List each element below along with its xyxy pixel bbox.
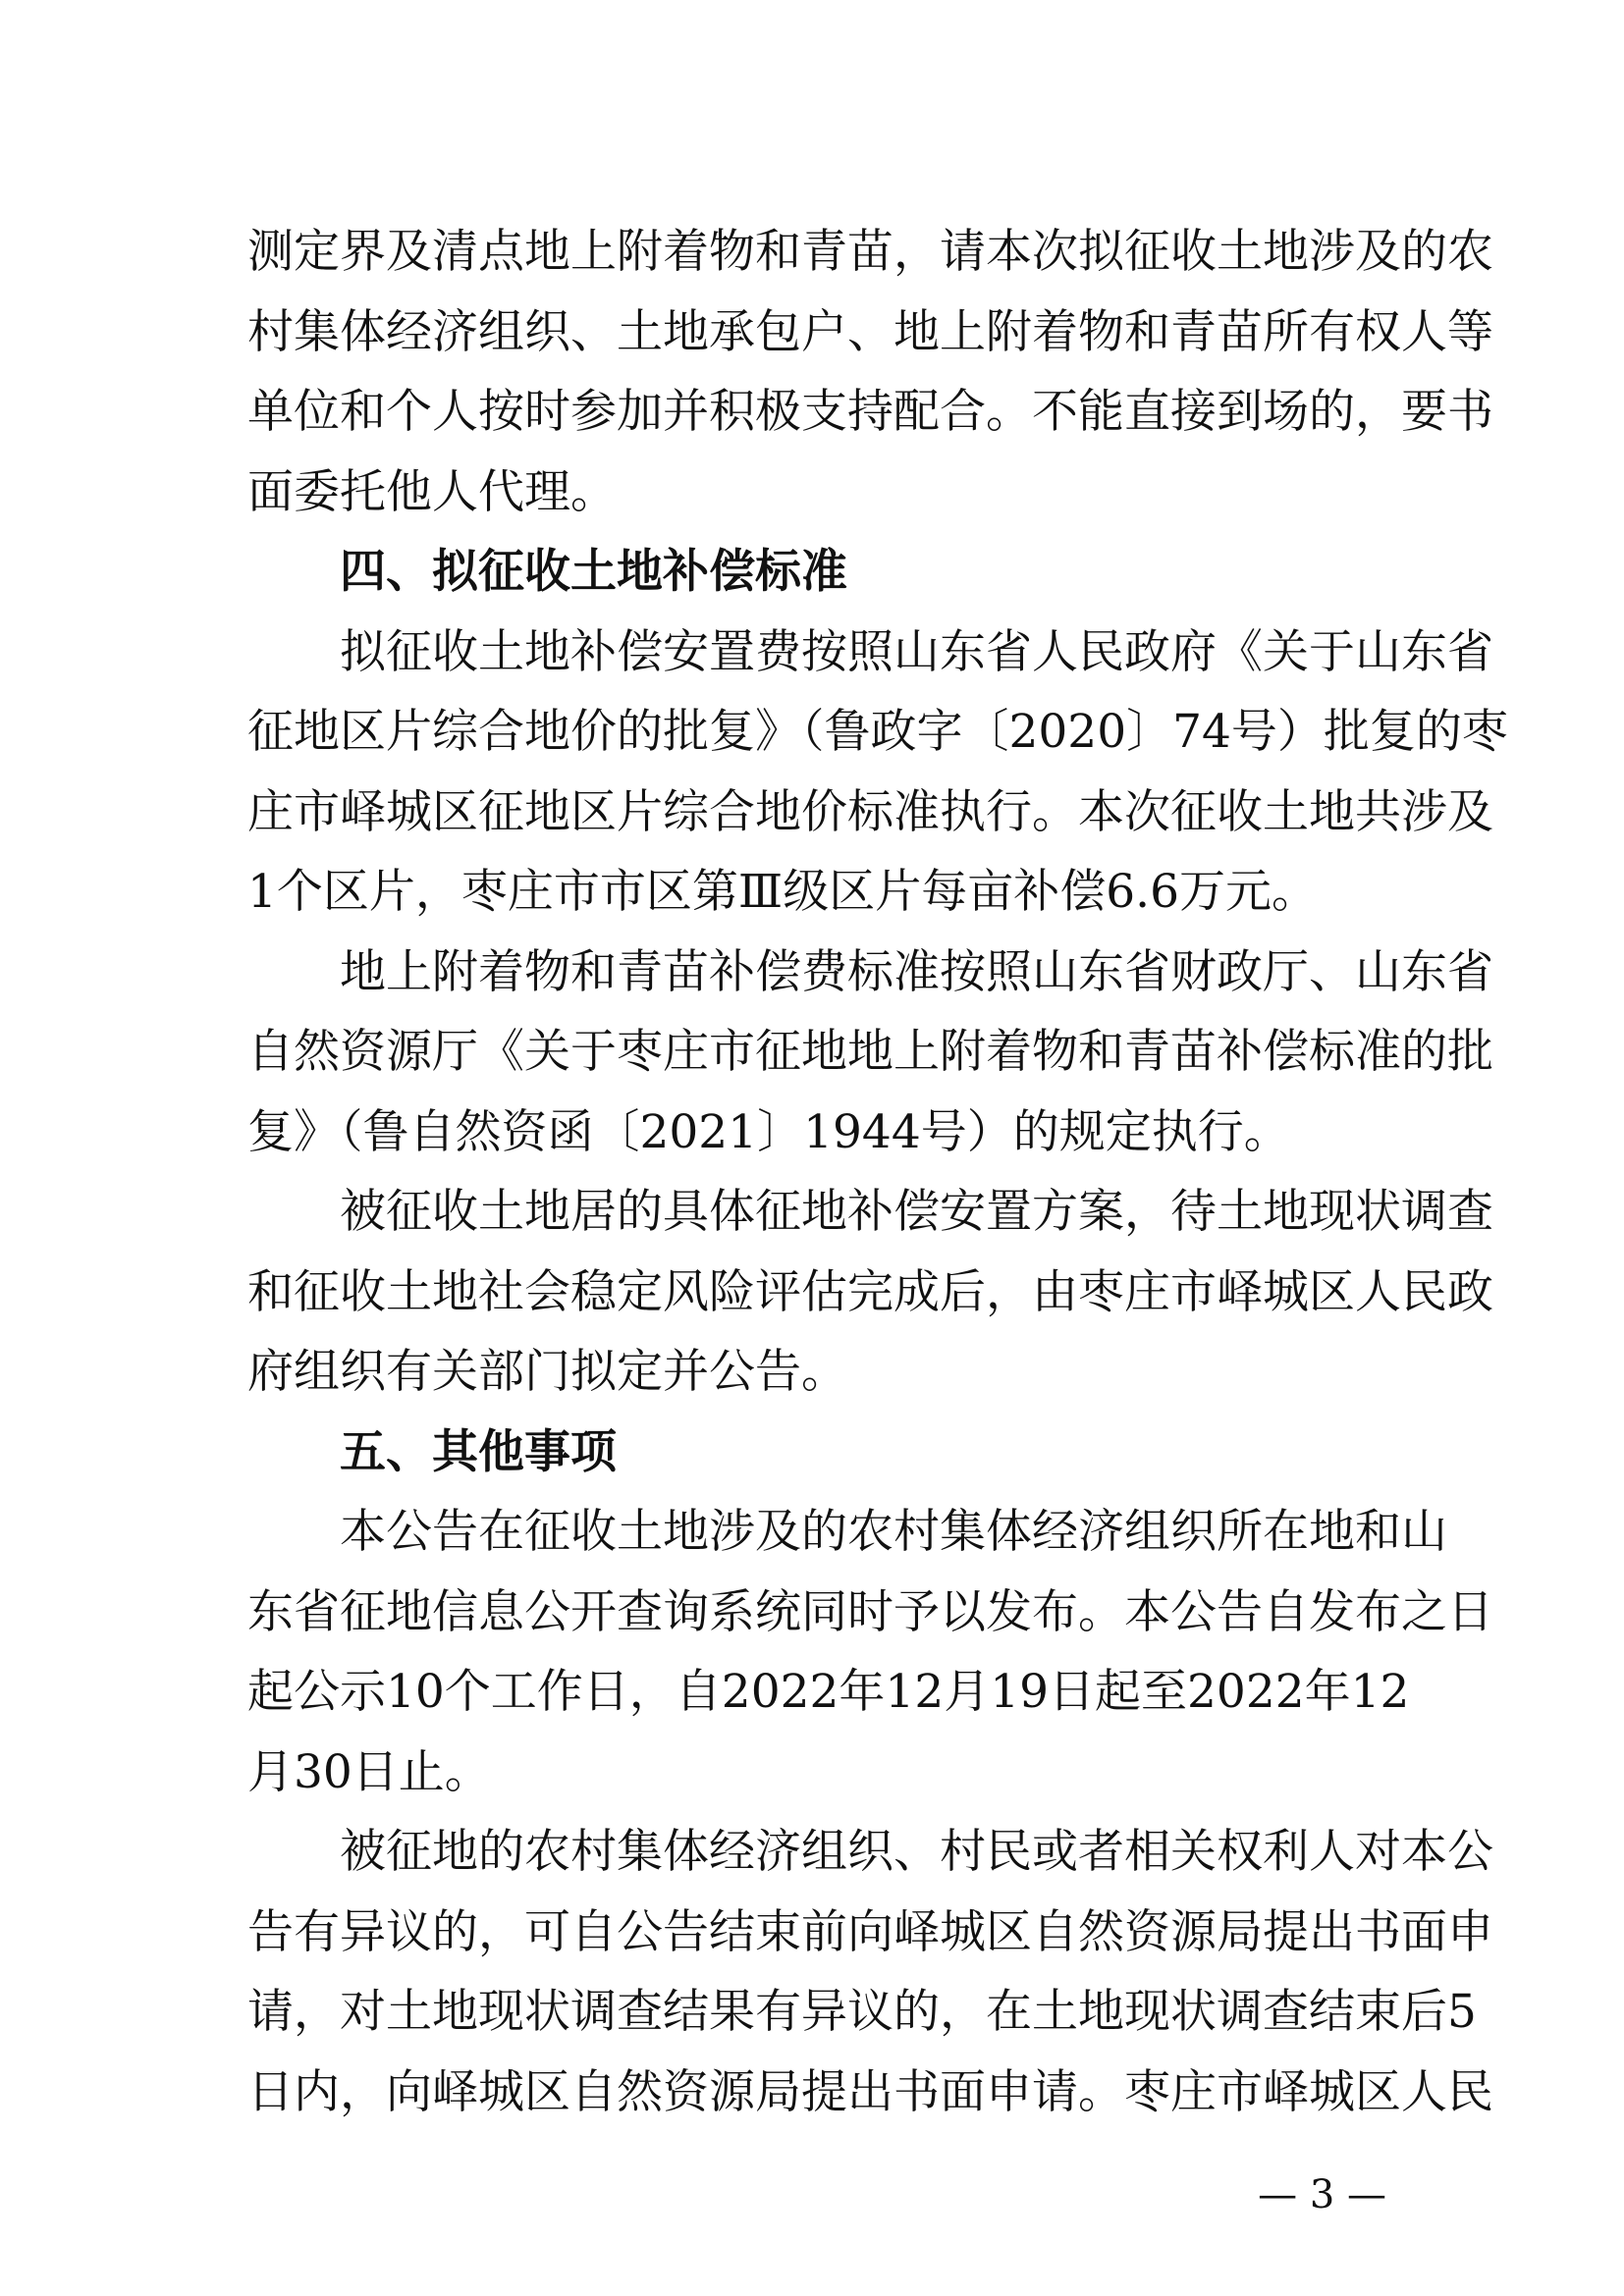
text-line: 告有异议的，可自公告结束前向峄城区自然资源局提出书面申 <box>247 1904 1493 1959</box>
text-line: 月30日止。 <box>247 1744 491 1799</box>
text-line: 测定界及清点地上附着物和青苗，请本次拟征收土地涉及的农 <box>247 225 1493 279</box>
text-line: 村集体经济组织、土地承包户、地上附着物和青苗所有权人等 <box>247 304 1493 359</box>
text-line: 1个区片，枣庄市市区第Ⅲ级区片每亩补偿6.6万元。 <box>247 865 1318 919</box>
text-line: 起公示10个工作日，自2022年12月19日起至2022年12 <box>247 1665 1410 1719</box>
text-line: 府组织有关部门拟定并公告。 <box>247 1345 847 1399</box>
text-line: 东省征地信息公开查询系统同时予以发布。本公告自发布之日 <box>247 1584 1493 1639</box>
document-body <box>247 212 1508 2132</box>
section-heading-five: 五、其他事项 <box>340 1424 617 1479</box>
page-number: — 3 — <box>1258 2172 1386 2217</box>
text-line: 请，对土地现状调查结果有异议的，在土地现状调查结束后5 <box>247 1985 1477 2039</box>
text-line: 复》（鲁自然资函〔2021〕1944号）的规定执行。 <box>247 1104 1290 1159</box>
text-line: 被征收土地居的具体征地补偿安置方案，待土地现状调查 <box>340 1185 1493 1239</box>
text-line: 单位和个人按时参加并积极支持配合。不能直接到场的，要书 <box>247 385 1493 439</box>
text-line: 日内，向峄城区自然资源局提出书面申请。枣庄市峄城区人民 <box>247 2064 1493 2119</box>
text-line: 征地区片综合地价的批复》（鲁政字〔2020〕74号）批复的枣 <box>247 705 1508 759</box>
text-line: 庄市峄城区征地区片综合地价标准执行。本次征收土地共涉及 <box>247 784 1493 839</box>
text-line: 拟征收土地补偿安置费按照山东省人民政府《关于山东省 <box>340 624 1493 679</box>
text-line: 自然资源厅《关于枣庄市征地地上附着物和青苗补偿标准的批 <box>247 1025 1493 1079</box>
text-line: 面委托他人代理。 <box>247 464 617 519</box>
section-heading-four: 四、拟征收土地补偿标准 <box>340 545 847 599</box>
text-line: 本公告在征收土地涉及的农村集体经济组织所在地和山 <box>340 1505 1447 1559</box>
text-line: 和征收土地社会稳定风险评估完成后，由枣庄市峄城区人民政 <box>247 1264 1493 1319</box>
text-line: 被征地的农村集体经济组织、村民或者相关权利人对本公 <box>340 1825 1493 1879</box>
text-line: 地上附着物和青苗补偿费标准按照山东省财政厅、山东省 <box>340 944 1493 999</box>
